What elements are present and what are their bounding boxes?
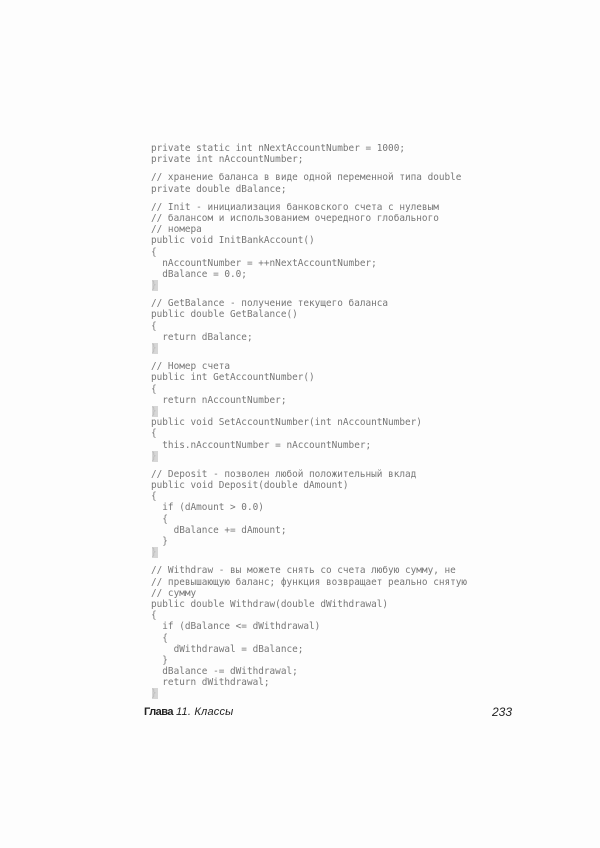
chapter-title: 11. Классы (176, 706, 234, 718)
code-line: this.nAccountNumber = nAccountNumber; (151, 439, 372, 451)
code-line: private int nAccountNumber; (151, 154, 304, 166)
code-line: } (151, 280, 157, 292)
code-line: if (dBalance <= dWithdrawal) (151, 621, 321, 633)
code-line: } (151, 405, 157, 417)
code-line: // Deposit - позволен любой положительный вклад (151, 468, 417, 480)
code-line: { (151, 632, 168, 644)
code-line (151, 291, 571, 298)
code-line (151, 165, 571, 172)
code-line: // превышающую баланс; функция возвращает реально снятую (151, 576, 468, 588)
code-line: { (151, 491, 157, 503)
code-line: return dWithdrawal; (151, 677, 270, 689)
chapter-word: Глава (144, 706, 174, 718)
code-line: private static int nNextAccountNumber = 1000; (151, 143, 405, 154)
code-line: } (151, 343, 157, 354)
page-footer (144, 706, 512, 722)
running-footer (144, 706, 233, 718)
code-line: } (151, 536, 168, 547)
code-line: public double GetBalance() (151, 309, 298, 321)
code-line: private double dBalance; (151, 183, 287, 195)
code-line: // хранение баланса в виде одной переменной типа double (151, 172, 462, 184)
code-line: dWithdrawal = dBalance; (151, 643, 304, 655)
code-line: } (151, 688, 157, 700)
code-line (151, 462, 571, 469)
code-line: { (151, 320, 157, 332)
code-line: public double Withdraw(double dWithdrawal) (151, 598, 389, 610)
code-line: public void Deposit(double dAmount) (151, 480, 349, 492)
code-line: { (151, 610, 157, 622)
code-line: return dBalance; (151, 331, 253, 343)
code-line: if (dAmount > 0.0) (151, 502, 264, 514)
code-line: public int GetAccountNumber() (151, 372, 315, 384)
code-line: nAccountNumber = ++nNextAccountNumber; (151, 257, 377, 269)
code-line: // GetBalance - получение текущего баланса (151, 298, 389, 310)
code-line: dBalance = 0.0; (151, 268, 247, 280)
code-line (151, 354, 571, 361)
page-number: 233 (491, 705, 512, 719)
code-line: } (151, 547, 157, 559)
code-line (151, 558, 571, 565)
code-line: { (151, 383, 157, 395)
code-line: { (151, 513, 168, 525)
code-line: { (151, 428, 157, 440)
code-line: // Init - инициализация банковского счета с нулевым (151, 201, 439, 213)
code-line: dBalance -= dWithdrawal; (151, 666, 298, 678)
code-line: { (151, 246, 157, 258)
code-line: return nAccountNumber; (151, 394, 287, 406)
code-listing (151, 143, 571, 700)
code-line: // балансом и использованием очередного глобального (151, 212, 439, 224)
code-line: public void SetAccountNumber(int nAccountNumber) (151, 417, 422, 429)
code-line: dBalance += dAmount; (151, 524, 287, 536)
code-line: public void InitBankAccount() (151, 235, 315, 247)
code-line (151, 195, 571, 202)
code-line: // сумму (151, 587, 197, 599)
code-line: } (151, 450, 157, 462)
code-line: // Withdraw - вы можете снять со счета любую сумму, не (151, 565, 456, 577)
code-line: // Номер счета (151, 361, 231, 373)
code-line: // номера (151, 224, 202, 236)
code-line: } (151, 654, 168, 666)
